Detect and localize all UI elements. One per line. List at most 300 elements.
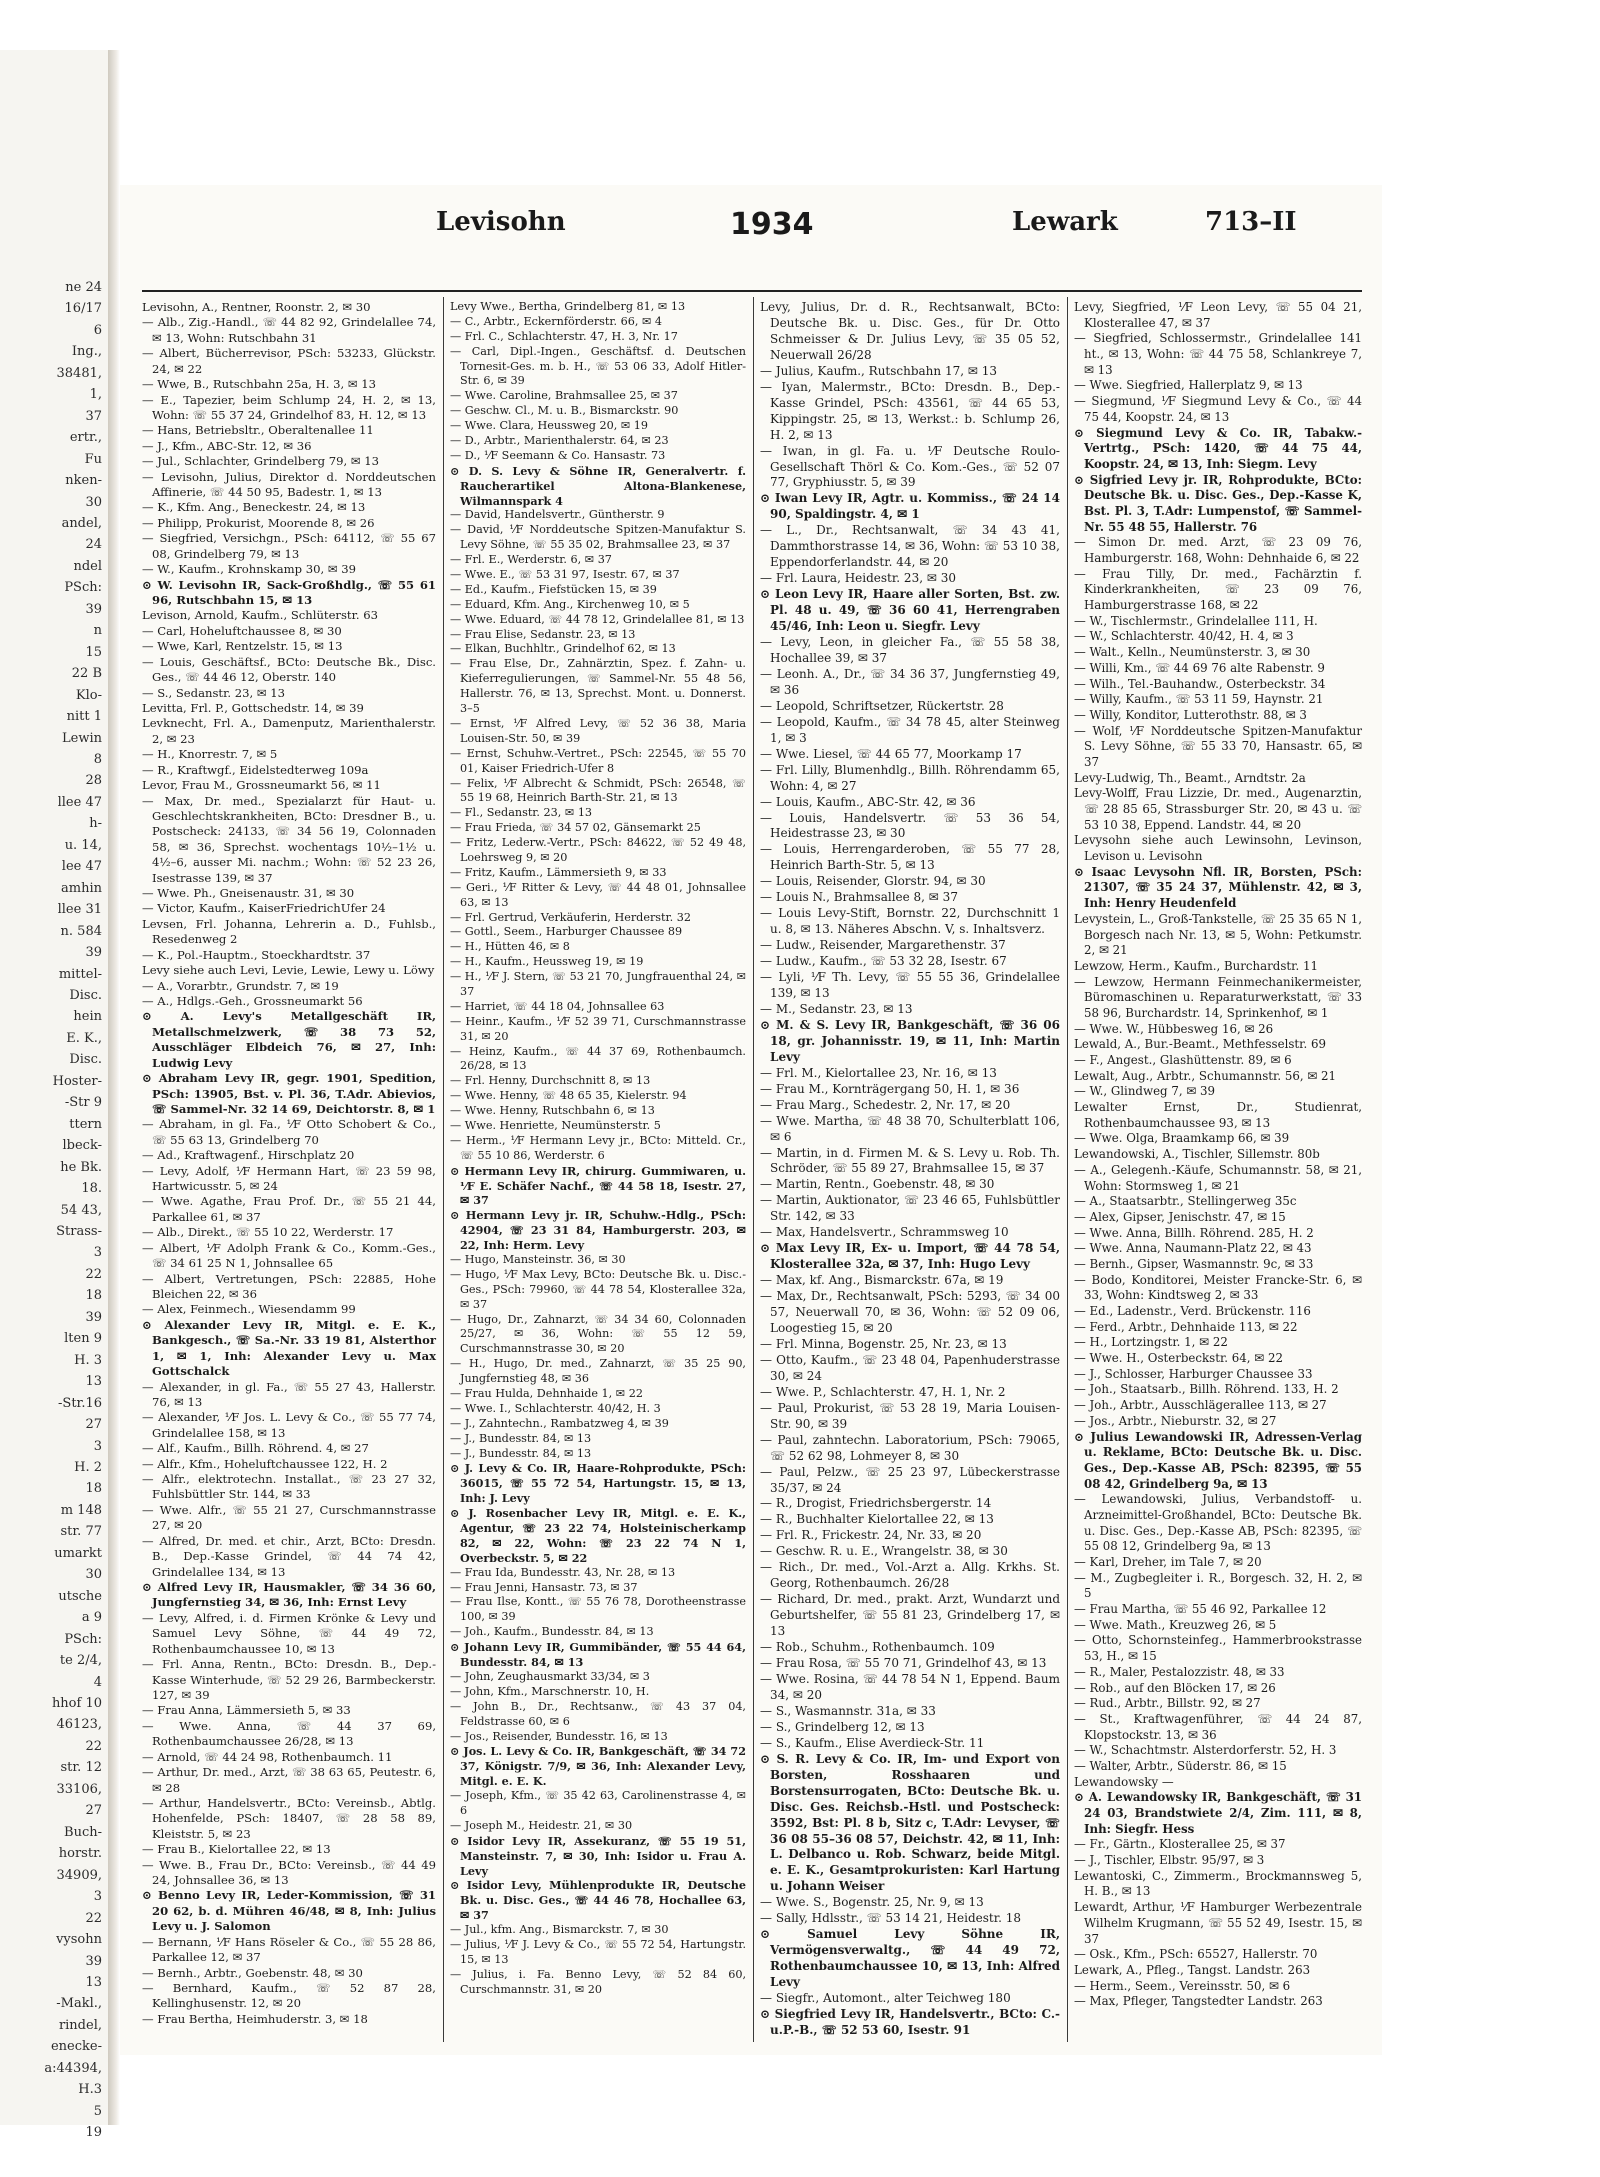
directory-entry: — Wwe. Liesel, ☏ 44 65 77, Moorkamp 17 (760, 746, 1022, 761)
prev-page-fragment: ertr., (69, 430, 102, 446)
prev-page-fragment: 1, (89, 387, 102, 403)
directory-entry: — Geschw. R. u. E., Wrangelstr. 38, ✉ 30 (760, 1544, 1008, 1559)
prev-page-fragment: 37 (85, 408, 102, 424)
firm-entry: ⊙ Siegmund Levy & Co. IR, Tabakw.-Vertrtg., PSch: 1420, ☏ 44 75 44, Koopstr. 24, ✉ 13, Inh: Siegm. Levy (1074, 425, 1362, 471)
prev-page-fragment: 39 (85, 945, 102, 961)
prev-page-fragment: ne 24 (65, 280, 102, 295)
directory-entry: Lewalter Ernst, Dr., Studienrat, Rothenbaumchaussee 93, ✉ 13 (1074, 1100, 1362, 1130)
directory-entry: — C., Arbtr., Eckernförderstr. 66, ✉ 4 (450, 314, 663, 328)
prev-page-fragment: Disc. (69, 988, 102, 1004)
prev-page-fragment: enecke- (50, 2039, 102, 2055)
firm-entry: ⊙ Max Levy IR, Ex- u. Import, ☏ 44 78 54, Klosterallee 32a, ✉ 37, Inh: Hugo Levy (760, 1241, 1060, 1272)
directory-entry: — Wwe. Henriette, Neumünsterstr. 5 (450, 1118, 661, 1132)
directory-entry: — Bernann, ⅟F Hans Röseler & Co., ☏ 55 28 86, Parkallee 12, ✉ 37 (142, 1934, 436, 1965)
directory-entry: — Julius, Kaufm., Rutschbahn 17, ✉ 13 (760, 363, 997, 378)
prev-page-fragment: -Str 9 (64, 1095, 102, 1111)
directory-entry: — Wwe. B., Frau Dr., BCto: Vereinsb., ☏ 44 49 24, Johnsallee 36, ✉ 13 (142, 1857, 436, 1888)
directory-entry: — K., Pol.-Hauptm., Stoeckhardtstr. 37 (142, 947, 371, 962)
directory-entry: — Eduard, Kfm. Ang., Kirchenweg 10, ✉ 5 (450, 597, 690, 611)
firm-entry: ⊙ Julius Lewandowski IR, Adressen-Verlag u. Reklame, BCto: Deutsche Bk. u. Disc. Ges., Dep.-Kasse AB, PSch: 82395, ☏ 55 08 42, Grindelberg 9a, ✉ 13 (1074, 1429, 1362, 1491)
directory-entry: — Wwe. Siegfried, Hallerplatz 9, ✉ 13 (1074, 378, 1303, 393)
directory-entry: — Frau Rosa, ☏ 55 70 71, Grindelhof 43, ✉ 13 (760, 1656, 1047, 1671)
directory-entry: — M., Zugbegleiter i. R., Borgesch. 32, H. 2, ✉ 5 (1074, 1570, 1362, 1601)
directory-entry: — Louis, Handelsvertr. ☏ 53 36 54, Heidestrasse 23, ✉ 30 (760, 810, 1060, 841)
prev-page-fragment: 16/17 (64, 301, 102, 317)
prev-page-fragment: 46123, (56, 1717, 102, 1733)
directory-entry: — John B., Dr., Rechtsanw., ☏ 43 37 04, Feldstrasse 60, ✉ 6 (450, 1699, 746, 1728)
prev-page-fragment: 22 (85, 1910, 102, 1926)
directory-entry: — Hugo, Dr., Zahnarzt, ☏ 34 34 60, Colonnaden 25/27, ✉ 36, Wohn: ☏ 55 12 59, Curschmannstrasse 30, ✉ 20 (450, 1312, 746, 1356)
directory-entry: — Jos., Reisender, Bundesstr. 16, ✉ 13 (450, 1729, 668, 1743)
prev-page-fragment: he Bk. (60, 1159, 102, 1175)
directory-entry: — St., Kraftwagenführer, ☏ 44 24 87, Klopstockstr. 13, ✉ 36 (1074, 1711, 1362, 1742)
firm-entry: ⊙ Abraham Levy IR, gegr. 1901, Spedition, PSch: 13905, Bst. v. Pl. 36, T.Adr. Abievios, ☏ Sammel-Nr. 32 14 69, Deichtorstr. 8, ✉ 1 (142, 1071, 436, 1116)
directory-entry: — Rob., Schuhm., Rothenbaumch. 109 (760, 1640, 995, 1655)
directory-entry: — Frau Tilly, Dr. med., Fachärztin f. Kinderkrankheiten, ☏ 23 09 76, Hamburgerstrasse 168, ✉ 22 (1074, 566, 1362, 613)
directory-entry: — Karl, Dreher, im Tale 7, ✉ 20 (1074, 1555, 1262, 1569)
directory-entry: — A., Hdlgs.-Geh., Grossneumarkt 56 (142, 993, 363, 1008)
directory-entry: — Ed., Kaufm., Fiefstücken 15, ✉ 39 (450, 582, 657, 596)
directory-entry: — Levy, Leon, in gleicher Fa., ☏ 55 58 38, Hochallee 39, ✉ 37 (760, 635, 1060, 665)
column-2 (450, 300, 746, 2040)
directory-entry: — Wwe. Rosina, ☏ 44 78 54 N 1, Eppend. Baum 34, ✉ 20 (760, 1671, 1060, 1702)
prev-page-fragment: u. 14, (64, 837, 102, 853)
directory-entry: — Levy, Adolf, ⅟F Hermann Hart, ☏ 23 59 98, Hartwicusstr. 5, ✉ 24 (142, 1163, 436, 1194)
prev-page-fragment: E. K., (66, 1030, 102, 1046)
directory-entry: — Bernhard, Kaufm., ☏ 52 87 28, Kellinghusenstr. 12, ✉ 20 (142, 1980, 436, 2011)
directory-entry: — Alexander, ⅟F Jos. L. Levy & Co., ☏ 55 77 74, Grindelallee 158, ✉ 13 (142, 1410, 436, 1440)
directory-entry: — R., Buchhalter Kielortallee 22, ✉ 13 (760, 1512, 994, 1527)
firm-entry: ⊙ Alexander Levy IR, Mitgl. e. E. K., Bankgesch., ☏ Sa.-Nr. 33 19 81, Alsterthor 1, ✉ 1, Inh: Alexander Levy u. Max Gottschalck (142, 1317, 436, 1379)
directory-entry: — Frl. Anna, Rentn., BCto: Dresdn. B., Dep.-Kasse Winterhude, ☏ 52 29 26, Barmbeckerstr. 127, ✉ 39 (142, 1657, 436, 1702)
directory-entry: Levy siehe auch Levi, Levie, Lewie, Lewy u. Löwy (142, 963, 435, 978)
prev-page-fragment: h- (89, 816, 102, 832)
firm-entry: ⊙ Alfred Levy IR, Hausmakler, ☏ 34 36 60, Jungfernstieg 34, ✉ 36, Inh: Ernst Levy (142, 1580, 436, 1610)
directory-entry: — Lyli, ⅟F Th. Levy, ☏ 55 55 36, Grindelallee 139, ✉ 13 (760, 970, 1060, 1000)
prev-page-fragment: mittel- (58, 966, 102, 982)
directory-entry: — Ed., Ladenstr., Verd. Brückenstr. 116 (1074, 1304, 1311, 1318)
directory-entry: — Fritz, Lederw.-Vertr., PSch: 84622, ☏ 52 49 48, Loehrsweg 9, ✉ 20 (450, 836, 746, 864)
prev-page-fragment: 34909, (56, 1867, 102, 1883)
firm-entry: ⊙ J. Levy & Co. IR, Haare-Rohprodukte, PSch: 36015, ☏ 55 72 54, Hartungstr. 15, ✉ 13, Inh: J. Levy (450, 1461, 746, 1506)
directory-entry: — J., Bundesstr. 84, ✉ 13 (450, 1446, 592, 1460)
prev-page-fragment: H. 3 (74, 1352, 102, 1368)
directory-entry: — Frau Ida, Bundesstr. 43, Nr. 28, ✉ 13 (450, 1565, 676, 1579)
header-last-name: Lewark (1012, 207, 1118, 237)
prev-page-fragment: m 148 (60, 1502, 102, 1518)
directory-entry: — Elkan, Buchhltr., Grindelhof 62, ✉ 13 (450, 642, 676, 656)
directory-entry: — David, ⅟F Norddeutsche Spitzen-Manufaktur S. Levy Söhne, ☏ 55 35 02, Brahmsallee 23, ✉ 37 (450, 523, 746, 552)
right-margin (1382, 185, 1600, 2055)
prev-page-fragment: 13 (85, 1374, 102, 1390)
firm-entry: ⊙ A. Lewandowsky IR, Bankgeschäft, ☏ 31 24 03, Brandstwiete 2/4, Zim. 111, ✉ 8, Inh: Siegfr. Hess (1074, 1790, 1362, 1836)
prev-page-fragment: utsche (58, 1588, 102, 1604)
directory-entry: — Hugo, Mansteinstr. 36, ✉ 30 (450, 1253, 626, 1266)
directory-entry: — Albert, ⅟F Adolph Frank & Co., Komm.-Ges., ☏ 34 61 25 N 1, Johnsallee 65 (142, 1240, 436, 1271)
directory-entry: Lewandowsky — (1074, 1774, 1174, 1789)
directory-entry: — Joh., Arbtr., Ausschlägerallee 113, ✉ 27 (1074, 1398, 1327, 1413)
directory-entry: — Albert, Vertretungen, PSch: 22885, Hohe Bleichen 22, ✉ 36 (142, 1271, 436, 1301)
directory-entry: — Joseph M., Heidestr. 21, ✉ 30 (450, 1818, 633, 1832)
directory-entry: — Jos., Arbtr., Nieburstr. 32, ✉ 27 (1074, 1413, 1277, 1428)
firm-entry: ⊙ Hermann Levy IR, chirurg. Gummiwaren, u. ⅟F E. Schäfer Nachf., ☏ 44 58 18, Isestr. 27, ✉ 37 (450, 1163, 746, 1208)
directory-entry: — Wwe. Olga, Braamkamp 66, ✉ 39 (1074, 1131, 1290, 1146)
directory-entry: — M., Sedanstr. 23, ✉ 13 (760, 1001, 913, 1016)
directory-entry: — H., Knorrestr. 7, ✉ 5 (142, 747, 278, 762)
directory-entry: — Martin, in d. Firmen M. & S. Levy u. Rob. Th. Schröder, ☏ 55 89 27, Brahmsallee 15, ✉ 37 (760, 1145, 1060, 1176)
prev-page-fragment: 22 B (71, 666, 102, 682)
firm-entry: ⊙ Siegfried Levy IR, Handelsvertr., BCto: C.-u.P.-B., ☏ 52 53 60, Isestr. 91 (760, 2006, 1060, 2037)
firm-entry: ⊙ Isidor Levy IR, Assekuranz, ☏ 55 19 51, Mansteinstr. 7, ✉ 30, Inh: Isidor u. Frau A. Levy (450, 1833, 746, 1878)
directory-entry: — Wwe. Martha, ☏ 48 38 70, Schulterblatt 106, ✉ 6 (760, 1113, 1060, 1144)
directory-entry: — Wwe. S., Bogenstr. 25, Nr. 9, ✉ 13 (760, 1895, 984, 1910)
directory-entry: — Frau Ilse, Kontt., ☏ 55 76 78, Dorotheenstrasse 100, ✉ 39 (450, 1595, 746, 1624)
directory-entry: — Frl. C., Schlachterstr. 47, H. 3, Nr. 17 (450, 329, 678, 343)
directory-entry: — R., Kraftwgf., Eidelstedterweg 109a (142, 762, 369, 777)
directory-entry: — Alb., Zig.-Handl., ☏ 44 82 92, Grindelallee 74, ✉ 13, Wohn: Rutschbahn 31 (142, 315, 436, 345)
directory-entry: — Alex, Feinmech., Wiesendamm 99 (142, 1302, 356, 1317)
prev-page-fragment: 8 (93, 752, 102, 767)
directory-entry: — Ludw., Reisender, Margarethenstr. 37 (760, 938, 1006, 953)
directory-entry: Levy Wwe., Bertha, Grindelberg 81, ✉ 13 (450, 300, 686, 313)
prev-page-fragment: Disc. (69, 1052, 102, 1068)
prev-page-fragment: Ing., (71, 344, 102, 360)
directory-entry: — Wolf, ⅟F Norddeutsche Spitzen-Manufaktur S. Levy Söhne, ☏ 55 33 70, Hansastr. 65, ✉ 37 (1074, 723, 1362, 769)
directory-entry: — Frl. R., Frickestr. 24, Nr. 33, ✉ 20 (760, 1528, 982, 1543)
directory-entry: — Frau Martha, ☏ 55 46 92, Parkallee 12 (1074, 1602, 1327, 1617)
prev-page-fragment: 54 43, (60, 1202, 102, 1218)
prev-page-fragment: lten 9 (64, 1331, 102, 1347)
directory-entry: — W., Kaufm., Krohnskamp 30, ✉ 39 (142, 562, 356, 577)
directory-entry: — Bernh., Gipser, Wasmannstr. 9c, ✉ 33 (1074, 1256, 1314, 1271)
prev-page-fragment: a 9 (81, 1610, 102, 1626)
directory-entry: — A., Staatsarbtr., Stellingerweg 35c (1074, 1194, 1297, 1209)
directory-entry: — J., Bundesstr. 84, ✉ 13 (450, 1431, 592, 1445)
directory-entry: — Otto, Kaufm., ☏ 23 48 04, Papenhuderstrasse 30, ✉ 24 (760, 1352, 1060, 1383)
directory-entry: — Lewandowski, Julius, Verbandstoff- u. Arzneimittel-Großhandel, BCto: Deutsche Bk. u. Disc. Ges., Dep.-Kasse AB, PSch: 82395, ☏ 55 08 12, Grindelberg 9a, ✉ 13 (1074, 1492, 1362, 1554)
directory-entry: — Louis Levy-Stift, Bornstr. 22, Durchschnitt 1 u. 8, ✉ 13. Näheres Abschn. V, s. Inhaltsverz. (760, 906, 1060, 937)
directory-entry: — Wwe. Alfr., ☏ 55 21 27, Curschmannstrasse 27, ✉ 20 (142, 1502, 436, 1533)
directory-entry: Levy, Siegfried, ⅟F Leon Levy, ☏ 55 04 21, Klosterallee 47, ✉ 37 (1074, 300, 1362, 330)
directory-entry: — Carl, Hoheluftchaussee 8, ✉ 30 (142, 623, 342, 638)
directory-entry: — R., Maler, Pestalozzistr. 48, ✉ 33 (1074, 1664, 1285, 1679)
directory-entry: — Walter, Arbtr., Süderstr. 86, ✉ 15 (1074, 1758, 1287, 1773)
directory-entry: — Siegmund, ⅟F Siegmund Levy & Co., ☏ 44 75 44, Koopstr. 24, ✉ 13 (1074, 394, 1362, 424)
prev-page-fragment: 39 (85, 601, 102, 617)
directory-entry: — Frau Bertha, Heimhuderstr. 3, ✉ 18 (142, 2011, 368, 2026)
directory-entry: — Joseph, Kfm., ☏ 35 42 63, Carolinenstrasse 4, ✉ 6 (450, 1789, 746, 1817)
directory-entry: — Felix, ⅟F Albrecht & Schmidt, PSch: 26548, ☏ 55 19 68, Heinrich Barth-Str. 21, ✉ 13 (450, 776, 746, 805)
directory-entry: Lewalt, Aug., Arbtr., Schumannstr. 56, ✉ 21 (1074, 1068, 1337, 1083)
directory-entry: Lewantoski, C., Zimmerm., Brockmannsweg 5, H. B., ✉ 13 (1074, 1868, 1362, 1899)
directory-entry: — Iyan, Malermstr., BCto: Dresdn. B., Dep.-Kasse Grindel, PSch: 43561, ☏ 44 65 53, Kippingstr. 25, ✉ 13, Werkst.: b. Schlump 26, H. 2, ✉ 13 (760, 379, 1060, 442)
firm-entry: ⊙ M. & S. Levy IR, Bankgeschäft, ☏ 36 06 18, gr. Johannisstr. 19, ✉ 11, Inh: Martin Levy (760, 1017, 1060, 1064)
directory-entry: — Leopold, Schriftsetzer, Rückertstr. 28 (760, 698, 1004, 713)
prev-page-fragment: llee 47 (57, 794, 102, 810)
prev-page-fragment: Buch- (64, 1824, 102, 1840)
prev-page-fragment: 22 (85, 1738, 102, 1754)
directory-entry: — Wwe. Anna, Naumann-Platz 22, ✉ 43 (1074, 1241, 1312, 1256)
prev-page-fragment: 18. (81, 1181, 102, 1197)
directory-entry: Levison, Arnold, Kaufm., Schlüterstr. 63 (142, 608, 378, 623)
directory-entry: — Leopold, Kaufm., ☏ 34 78 45, alter Steinweg 1, ✉ 3 (760, 714, 1060, 745)
prev-page-fragment: Fu (84, 451, 102, 467)
prev-page-fragment: amhin (61, 880, 102, 896)
directory-entry: — Frl. Minna, Bogenstr. 25, Nr. 23, ✉ 13 (760, 1336, 1007, 1351)
directory-entry: — Paul, zahntechn. Laboratorium, PSch: 79065, ☏ 52 62 98, Lohmeyer 8, ✉ 30 (760, 1432, 1060, 1463)
directory-entry: — Wilh., Tel.-Bauhandw., Osterbeckstr. 34 (1074, 676, 1326, 691)
directory-entry: — Gottl., Seem., Harburger Chaussee 89 (450, 925, 683, 939)
firm-entry: ⊙ Isaac Levysohn Nfl. IR, Borsten, PSch: 21307, ☏ 35 24 37, Mühlenstr. 42, ✉ 3, Inh: Henry Heudenfeld (1074, 864, 1362, 911)
prev-page-fragment: llee 31 (57, 902, 102, 918)
directory-entry: — Alex, Gipser, Jenischstr. 47, ✉ 15 (1074, 1209, 1286, 1224)
directory-entry: — S., Wasmannstr. 31a, ✉ 33 (760, 1703, 936, 1718)
prev-page-fragment: 27 (85, 1417, 102, 1433)
prev-page-fragment: 5 (93, 2103, 102, 2119)
directory-entry: — H., Kaufm., Heussweg 19, ✉ 19 (450, 955, 644, 969)
prev-page-fragment: umarkt (54, 1545, 102, 1561)
directory-entry: — Harriet, ☏ 44 18 04, Johnsallee 63 (450, 999, 665, 1013)
previous-page-edge (0, 50, 109, 2141)
directory-entry: — Lewzow, Hermann Feinmechanikermeister, Büromaschinen u. Reparaturwerkstatt, ☏ 33 58 96, Burchardstr. 14, Sprinkenhof, ✉ 1 (1074, 974, 1362, 1020)
directory-entry: — Arnold, ☏ 44 24 98, Rothenbaumch. 11 (142, 1749, 393, 1764)
prev-page-fragment: horstr. (58, 1846, 102, 1862)
directory-entry: — Paul, Prokurist, ☏ 53 28 19, Maria Louisen-Str. 90, ✉ 39 (760, 1400, 1060, 1431)
directory-entry: — Hans, Betriebsltr., Oberaltenallee 11 (142, 423, 374, 438)
directory-entry: — Levisohn, Julius, Direktor d. Norddeutschen Affinerie, ☏ 44 50 95, Badestr. 1, ✉ 13 (142, 469, 436, 500)
directory-entry: — Alfr., elektrotechn. Installat., ☏ 23 27 32, Fuhlsbüttler Str. 144, ✉ 33 (142, 1472, 436, 1502)
header-year: 1934 (730, 207, 814, 242)
prev-page-fragment: 38481, (56, 365, 102, 381)
directory-entry: — Paul, Pelzw., ☏ 25 23 97, Lübeckerstrasse 35/37, ✉ 24 (760, 1464, 1060, 1495)
directory-entry: — Osk., Kfm., PSch: 65527, Hallerstr. 70 (1074, 1947, 1318, 1962)
directory-entry: — Wwe, Karl, Rentzelstr. 15, ✉ 13 (142, 639, 343, 654)
directory-entry: — Louis, Kaufm., ABC-Str. 42, ✉ 36 (760, 794, 976, 809)
directory-entry: — W., Tischlermstr., Grindelallee 111, H. (1074, 613, 1318, 628)
prev-page-fragment: n (93, 623, 102, 639)
prev-page-fragment: 33106, (56, 1781, 102, 1797)
directory-entry: — R., Drogist, Friedrichsbergerstr. 14 (760, 1496, 992, 1511)
directory-entry: — Sally, Hdlsstr., ☏ 53 14 21, Heidestr. 18 (760, 1911, 1022, 1926)
directory-entry: — Julius, ⅟F J. Levy & Co., ☏ 55 72 54, Hartungstr. 15, ✉ 13 (450, 1937, 746, 1966)
prev-page-fragment: str. 77 (60, 1524, 102, 1540)
firm-entry: ⊙ Sigfried Levy jr. IR, Rohprodukte, BCto: Deutsche Bk. u. Disc. Ges., Dep.-Kasse K, Bst. Pl. 3, T.Adr: Lumpenstof, ☏ Sammel-Nr. 55 48 55, Hallerstr. 76 (1074, 472, 1362, 534)
firm-entry: ⊙ Leon Levy IR, Haare aller Sorten, Bst. zw. Pl. 48 u. 49, ☏ 36 60 41, Herrengraben 45/46, Inh: Leon u. Siegfr. Levy (760, 587, 1060, 634)
directory-entry: — Wwe. Henny, Rutschbahn 6, ✉ 13 (450, 1104, 655, 1118)
prev-page-fragment: 3 (93, 1438, 102, 1454)
directory-entry: Levystein, L., Groß-Tankstelle, ☏ 25 35 65 N 1, Borgesch nach Nr. 13, ✉ 5, Wohn: Petkumstr. 2, ✉ 21 (1074, 911, 1362, 958)
prev-page-fragment: -Str.16 (58, 1395, 102, 1411)
directory-entry: — Abraham, in gl. Fa., ⅟F Otto Schobert & Co., ☏ 55 63 13, Grindelberg 70 (142, 1117, 436, 1147)
directory-entry: Lewald, A., Bur.-Beamt., Methfesselstr. 69 (1074, 1037, 1327, 1052)
directory-entry: — Max, Handelsvertr., Schrammsweg 10 (760, 1225, 1009, 1240)
prev-page-fragment: Klo- (75, 687, 102, 703)
prev-page-fragment: Lewin (62, 730, 102, 746)
directory-entry: — Frl. Laura, Heidestr. 23, ✉ 30 (760, 571, 956, 586)
directory-entry: — Wwe. Caroline, Brahmsallee 25, ✉ 37 (450, 389, 678, 403)
directory-entry: — Frau Elise, Sedanstr. 23, ✉ 13 (450, 627, 636, 641)
column-divider (443, 297, 444, 2042)
prev-page-fragment: 6 (93, 322, 102, 338)
directory-entry: — Martin, Rentn., Goebenstr. 48, ✉ 30 (760, 1177, 995, 1192)
directory-entry: Levy-Ludwig, Th., Beamt., Arndtstr. 2a (1074, 770, 1306, 785)
directory-entry: — F., Angest., Glashüttenstr. 89, ✉ 6 (1074, 1053, 1292, 1067)
prev-page-fragment: 4 (93, 1674, 102, 1690)
directory-entry: — Louis, Herrengarderoben, ☏ 55 77 28, Heinrich Barth-Str. 5, ✉ 13 (760, 842, 1060, 873)
prev-page-fragment: lee 47 (61, 859, 102, 875)
directory-entry: Levitta, Frl. P., Gottschedstr. 14, ✉ 39 (142, 700, 364, 715)
prev-page-fragment: PSch: (64, 1631, 102, 1647)
prev-page-fragment: Strass- (56, 1224, 102, 1240)
directory-entry: — Max, Pfleger, Tangstedter Landstr. 263 (1074, 1994, 1323, 2009)
directory-entry: — Max, Dr. med., Spezialarzt für Haut- u. Geschlechtskrankheiten, BCto: Dresdner B., u. Postscheck: 24133, ☏ 34 56 19, Colonnaden 58, ✉ 36, Sprechst. wochentags 10½–1½ u. 4½–6, ausser Mi. nachm.; Wohn: ☏ 52 23 26, Isestrasse 139, ✉ 37 (142, 793, 436, 885)
directory-entry: — Louis, Reisender, Glorstr. 94, ✉ 30 (760, 874, 986, 889)
directory-entry: — Hugo, ⅟F Max Levy, BCto: Deutsche Bk. u. Disc.-Ges., PSch: 79960, ☏ 44 78 54, Klosterallee 32a, ✉ 37 (450, 1267, 746, 1311)
directory-entry: — Ernst, ⅟F Alfred Levy, ☏ 52 36 38, Maria Louisen-Str. 50, ✉ 39 (450, 716, 746, 745)
column-divider (1067, 297, 1068, 2042)
column-4 (1074, 300, 1362, 2040)
directory-entry: — J., Tischler, Elbstr. 95/97, ✉ 3 (1074, 1853, 1265, 1868)
directory-entry: — Rich., Dr. med., Vol.-Arzt a. Allg. Krkhs. St. Georg, Rothenbaumch. 26/28 (760, 1560, 1060, 1591)
directory-entry: — S., Sedanstr. 23, ✉ 13 (142, 685, 285, 700)
directory-entry: — Joh., Staatsarb., Billh. Röhrend. 133, H. 2 (1074, 1382, 1339, 1397)
directory-entry: — Herm., Seem., Vereinsstr. 50, ✉ 6 (1074, 1978, 1291, 1993)
directory-entry: — L., Dr., Rechtsanwalt, ☏ 34 43 41, Dammthorstrasse 14, ✉ 36, Wohn: ☏ 53 10 38, Eppendorferlandstr. 44, ✉ 20 (760, 523, 1060, 570)
directory-entry: — Frau B., Kielortallee 22, ✉ 13 (142, 1842, 331, 1857)
firm-entry: ⊙ Jos. L. Levy & Co. IR, Bankgeschäft, ☏ 34 72 37, Königstr. 7/9, ✉ 36, Inh: Alexander Levy, Mitgl. e. E. K. (450, 1744, 746, 1789)
directory-entry: — Bodo, Konditorei, Meister Francke-Str. 6, ✉ 33, Wohn: Kindtsweg 2, ✉ 33 (1074, 1272, 1362, 1303)
directory-entry: — Alfred, Dr. med. et chir., Arzt, BCto: Dresdn. B., Dep.-Kasse Grindel, ☏ 44 74 42, Grindelallee 134, ✉ 13 (142, 1533, 436, 1579)
firm-entry: ⊙ S. R. Levy & Co. IR, Im- und Export von Borsten, Rosshaaren und Borstensurrogaten, BCto: Deutsche Bk. u. Disc. Ges. Reichsb.-Hstl. und Postscheck: 3592, Bst: Pl. 8 b, Sitz c, T.Adr: Levyser, ☏ 36 08 55–36 08 57, Deichstr. 42, ✉ 11, Inh: L. Delbanco u. Rob. Schwarz, beide Mitgl. e. E. K., Gesamtprokuristen: Karl Hartung u. Johann Weiser (760, 1751, 1060, 1894)
directory-entry: — Willi, Km., ☏ 44 69 76 alte Rabenstr. 9 (1074, 660, 1325, 675)
prev-page-fragment: 19 (85, 2125, 102, 2141)
prev-page-fragment: 15 (85, 644, 102, 660)
column-3 (760, 300, 1060, 2040)
prev-page-fragment: 27 (85, 1803, 102, 1819)
prev-page-fragment: nitt 1 (66, 709, 102, 725)
firm-entry: ⊙ D. S. Levy & Söhne IR, Generalvertr. f. Raucherartikel Altona-Blankenese, Wilmannspark 4 (450, 463, 746, 508)
directory-entry: — Otto, Schornsteinfeg., Hammerbrookstrasse 53, H., ✉ 15 (1074, 1633, 1362, 1664)
directory-entry: — Geschw. Cl., M. u. B., Bismarckstr. 90 (450, 404, 679, 418)
directory-entry: — Frau Hulda, Dehnhaide 1, ✉ 22 (450, 1387, 643, 1401)
header-first-name: Levisohn (436, 207, 566, 237)
prev-page-fragment: 24 (85, 537, 102, 553)
directory-entry: — H., Hütten 46, ✉ 8 (450, 940, 570, 954)
directory-entry: — Richard, Dr. med., prakt. Arzt, Wundarzt und Geburtshelfer, ☏ 55 81 23, Grindelberg 17, ✉ 13 (760, 1592, 1060, 1639)
directory-entry: — Wwe, B., Rutschbahn 25a, H. 3, ✉ 13 (142, 377, 377, 392)
directory-entry: — Wwe. W., Hübbesweg 16, ✉ 26 (1074, 1021, 1274, 1036)
directory-entry: — Arthur, Dr. med., Arzt, ☏ 38 63 65, Peutestr. 6, ✉ 28 (142, 1765, 436, 1795)
directory-entry: — Frl. Henny, Durchschnitt 8, ✉ 13 (450, 1074, 651, 1088)
directory-entry: — Wwe. Math., Kreuzweg 26, ✉ 5 (1074, 1617, 1277, 1632)
directory-entry: — Alb., Direkt., ☏ 55 10 22, Werderstr. 17 (142, 1225, 394, 1240)
directory-entry: — Frau Frieda, ☏ 34 57 02, Gänsemarkt 25 (450, 821, 701, 835)
directory-entry: — David, Handelsvertr., Güntherstr. 9 (450, 508, 665, 522)
prev-page-fragment: 18 (85, 1481, 102, 1497)
firm-entry: ⊙ A. Levy's Metallgeschäft IR, Metallschmelzwerk, ☏ 38 73 52, Ausschläger Elbdeich 76, ✉ 27, Inh: Ludwig Levy (142, 1009, 436, 1070)
prev-page-fragment: PSch: (64, 580, 102, 596)
directory-entry: — Alf., Kaufm., Billh. Röhrend. 4, ✉ 27 (142, 1441, 369, 1456)
directory-entry: — E., Tapezier, beim Schlump 24, H. 2, ✉ 13, Wohn: ☏ 55 37 24, Grindelhof 83, H. 12, ✉ 13 (142, 392, 436, 422)
prev-page-fragment: -Makl., (56, 1996, 102, 2012)
directory-entry: — Wwe. Anna, ☏ 44 37 69, Rothenbaumchaussee 26/28, ✉ 13 (142, 1718, 436, 1749)
directory-entry: — Fr., Gärtn., Klosterallee 25, ✉ 37 (1074, 1837, 1286, 1852)
directory-entry: — Frau Jenni, Hansastr. 73, ✉ 37 (450, 1580, 638, 1594)
directory-entry: — Fl., Sedanstr. 23, ✉ 13 (450, 806, 593, 820)
prev-page-fragment: 22 (85, 1266, 102, 1282)
directory-entry: — S., Grindelberg 12, ✉ 13 (760, 1719, 925, 1734)
directory-entry: — Frau Marg., Schedestr. 2, Nr. 17, ✉ 20 (760, 1097, 1011, 1112)
directory-entry: — Carl, Dipl.-Ingen., Geschäftsf. d. Deutschen Tornesit-Ges. m. b. H., ☏ 53 06 33, Adolf Hitler-Str. 6, ✉ 39 (450, 344, 746, 388)
directory-entry: — Levy, Alfred, i. d. Firmen Krönke & Levy und Samuel Levy Söhne, ☏ 44 49 72, Rothenbaumchaussee 10, ✉ 13 (142, 1610, 436, 1656)
prev-page-fragment: nken- (65, 473, 102, 489)
directory-entry: — Louis N., Brahmsallee 8, ✉ 37 (760, 890, 958, 905)
directory-entry: — S., Kaufm., Elise Averdieck-Str. 11 (760, 1735, 985, 1750)
directory-entry: — Wwe. E., ☏ 53 31 97, Isestr. 67, ✉ 37 (450, 568, 680, 582)
prev-page-fragment: 3 (93, 1245, 102, 1261)
prev-page-fragment: 39 (85, 1953, 102, 1969)
directory-entry: Levor, Frau M., Grossneumarkt 56, ✉ 11 (142, 778, 381, 793)
directory-entry: — Heinr., Kaufm., ⅟F 52 39 71, Curschmannstrasse 31, ✉ 20 (450, 1014, 746, 1043)
directory-entry: — Wwe. Henny, ☏ 48 65 35, Kielerstr. 94 (450, 1089, 687, 1103)
prev-page-fragment: rindel, (58, 2017, 102, 2033)
directory-entry: — Simon Dr. med. Arzt, ☏ 23 09 76, Hamburgerstr. 168, Wohn: Dehnhaide 6, ✉ 22 (1074, 535, 1362, 565)
prev-page-fragment: H. 2 (74, 1460, 102, 1476)
column-1 (142, 300, 436, 2040)
prev-page-fragment: 18 (85, 1288, 102, 1304)
prev-page-fragment: lbeck- (62, 1138, 102, 1154)
directory-entry: — Louis, Geschäftsf., BCto: Deutsche Bk., Disc. Ges., ☏ 44 46 12, Oberstr. 140 (142, 654, 436, 685)
prev-page-fragment: 13 (85, 1974, 102, 1990)
firm-entry: ⊙ Benno Levy IR, Leder-Kommission, ☏ 31 20 62, b. d. Mühren 46/48, ✉ 8, Inh: Julius Levy u. J. Salomon (142, 1888, 436, 1934)
directory-entry: — Leonh. A., Dr., ☏ 34 36 37, Jungfernstieg 49, ✉ 36 (760, 666, 1060, 697)
directory-entry: — Frl. E., Werderstr. 6, ✉ 37 (450, 553, 612, 567)
directory-entry: — Iwan, in gl. Fa. u. ⅟F Deutsche Roulo-Gesellschaft Thörl & Co. Kom.-Ges., ☏ 52 07 77, Gryphiusstr. 5, ✉ 39 (760, 443, 1060, 490)
firm-entry: ⊙ W. Levisohn IR, Sack-Großhdlg., ☏ 55 61 96, Rutschbahn 15, ✉ 13 (142, 577, 436, 608)
directory-entry: — John, Zeughausmarkt 33/34, ✉ 3 (450, 1669, 650, 1683)
prev-page-fragment: n. 584 (60, 923, 102, 939)
directory-entry: — Wwe. H., Osterbeckstr. 64, ✉ 22 (1074, 1351, 1283, 1366)
prev-page-fragment: hhof 10 (51, 1696, 102, 1712)
prev-page-fragment: 28 (85, 773, 102, 789)
directory-entry: — Willy, Konditor, Lutterothstr. 88, ✉ 3 (1074, 707, 1307, 722)
directory-page (120, 185, 1382, 2055)
firm-entry: ⊙ Johann Levy IR, Gummibänder, ☏ 55 44 64, Bundesstr. 84, ✉ 13 (450, 1640, 746, 1670)
directory-entry: — Wwe. P., Schlachterstr. 47, H. 1, Nr. 2 (760, 1384, 1006, 1399)
column-divider (753, 297, 754, 2042)
directory-entry: — Ludw., Kaufm., ☏ 53 32 28, Isestr. 67 (760, 954, 1007, 969)
directory-entry: — Herm., ⅟F Hermann Levy jr., BCto: Mitteld. Cr., ☏ 55 10 86, Werderstr. 6 (450, 1133, 746, 1162)
directory-entry: — Frau Anna, Lämmersieth 5, ✉ 33 (142, 1703, 351, 1718)
prev-page-fragment: andel, (61, 516, 102, 531)
directory-entry: — Wwe. Clara, Heussweg 20, ✉ 19 (450, 419, 648, 433)
directory-entry: — Victor, Kaufm., KaiserFriedrichUfer 24 (142, 901, 386, 916)
directory-entry: Lewandowski, A., Tischler, Sillemstr. 80b (1074, 1147, 1320, 1162)
directory-entry: — H., Hugo, Dr. med., Zahnarzt, ☏ 35 25 90, Jungfernstieg 48, ✉ 36 (450, 1357, 746, 1386)
prev-page-fragment: H.3 (78, 2082, 102, 2098)
directory-entry: — Fritz, Kaufm., Lämmersieth 9, ✉ 33 (450, 865, 667, 879)
prev-page-fragment: hein (73, 1009, 102, 1025)
header-rule (142, 290, 1362, 292)
directory-entry: — Wwe. I., Schlachterstr. 40/42, H. 3 (450, 1401, 661, 1415)
directory-entry: — Alfr., Kfm., Hoheluftchaussee 122, H. 2 (142, 1456, 388, 1471)
directory-entry: — A., Vorarbtr., Grundstr. 7, ✉ 19 (142, 978, 339, 993)
directory-entry: — Arthur, Handelsvertr., BCto: Vereinsb., Abtlg. Hohenfelde, PSch: 18407, ☏ 28 58 89, Kleiststr. 5, ✉ 23 (142, 1795, 436, 1841)
directory-entry: — Ad., Kraftwagenf., Hirschplatz 20 (142, 1148, 355, 1163)
directory-entry: — Bernh., Arbtr., Goebenstr. 48, ✉ 30 (142, 1965, 363, 1980)
prev-page-fragment: 30 (85, 494, 102, 510)
directory-entry: — Wwe. Ph., Gneisenaustr. 31, ✉ 30 (142, 886, 355, 901)
